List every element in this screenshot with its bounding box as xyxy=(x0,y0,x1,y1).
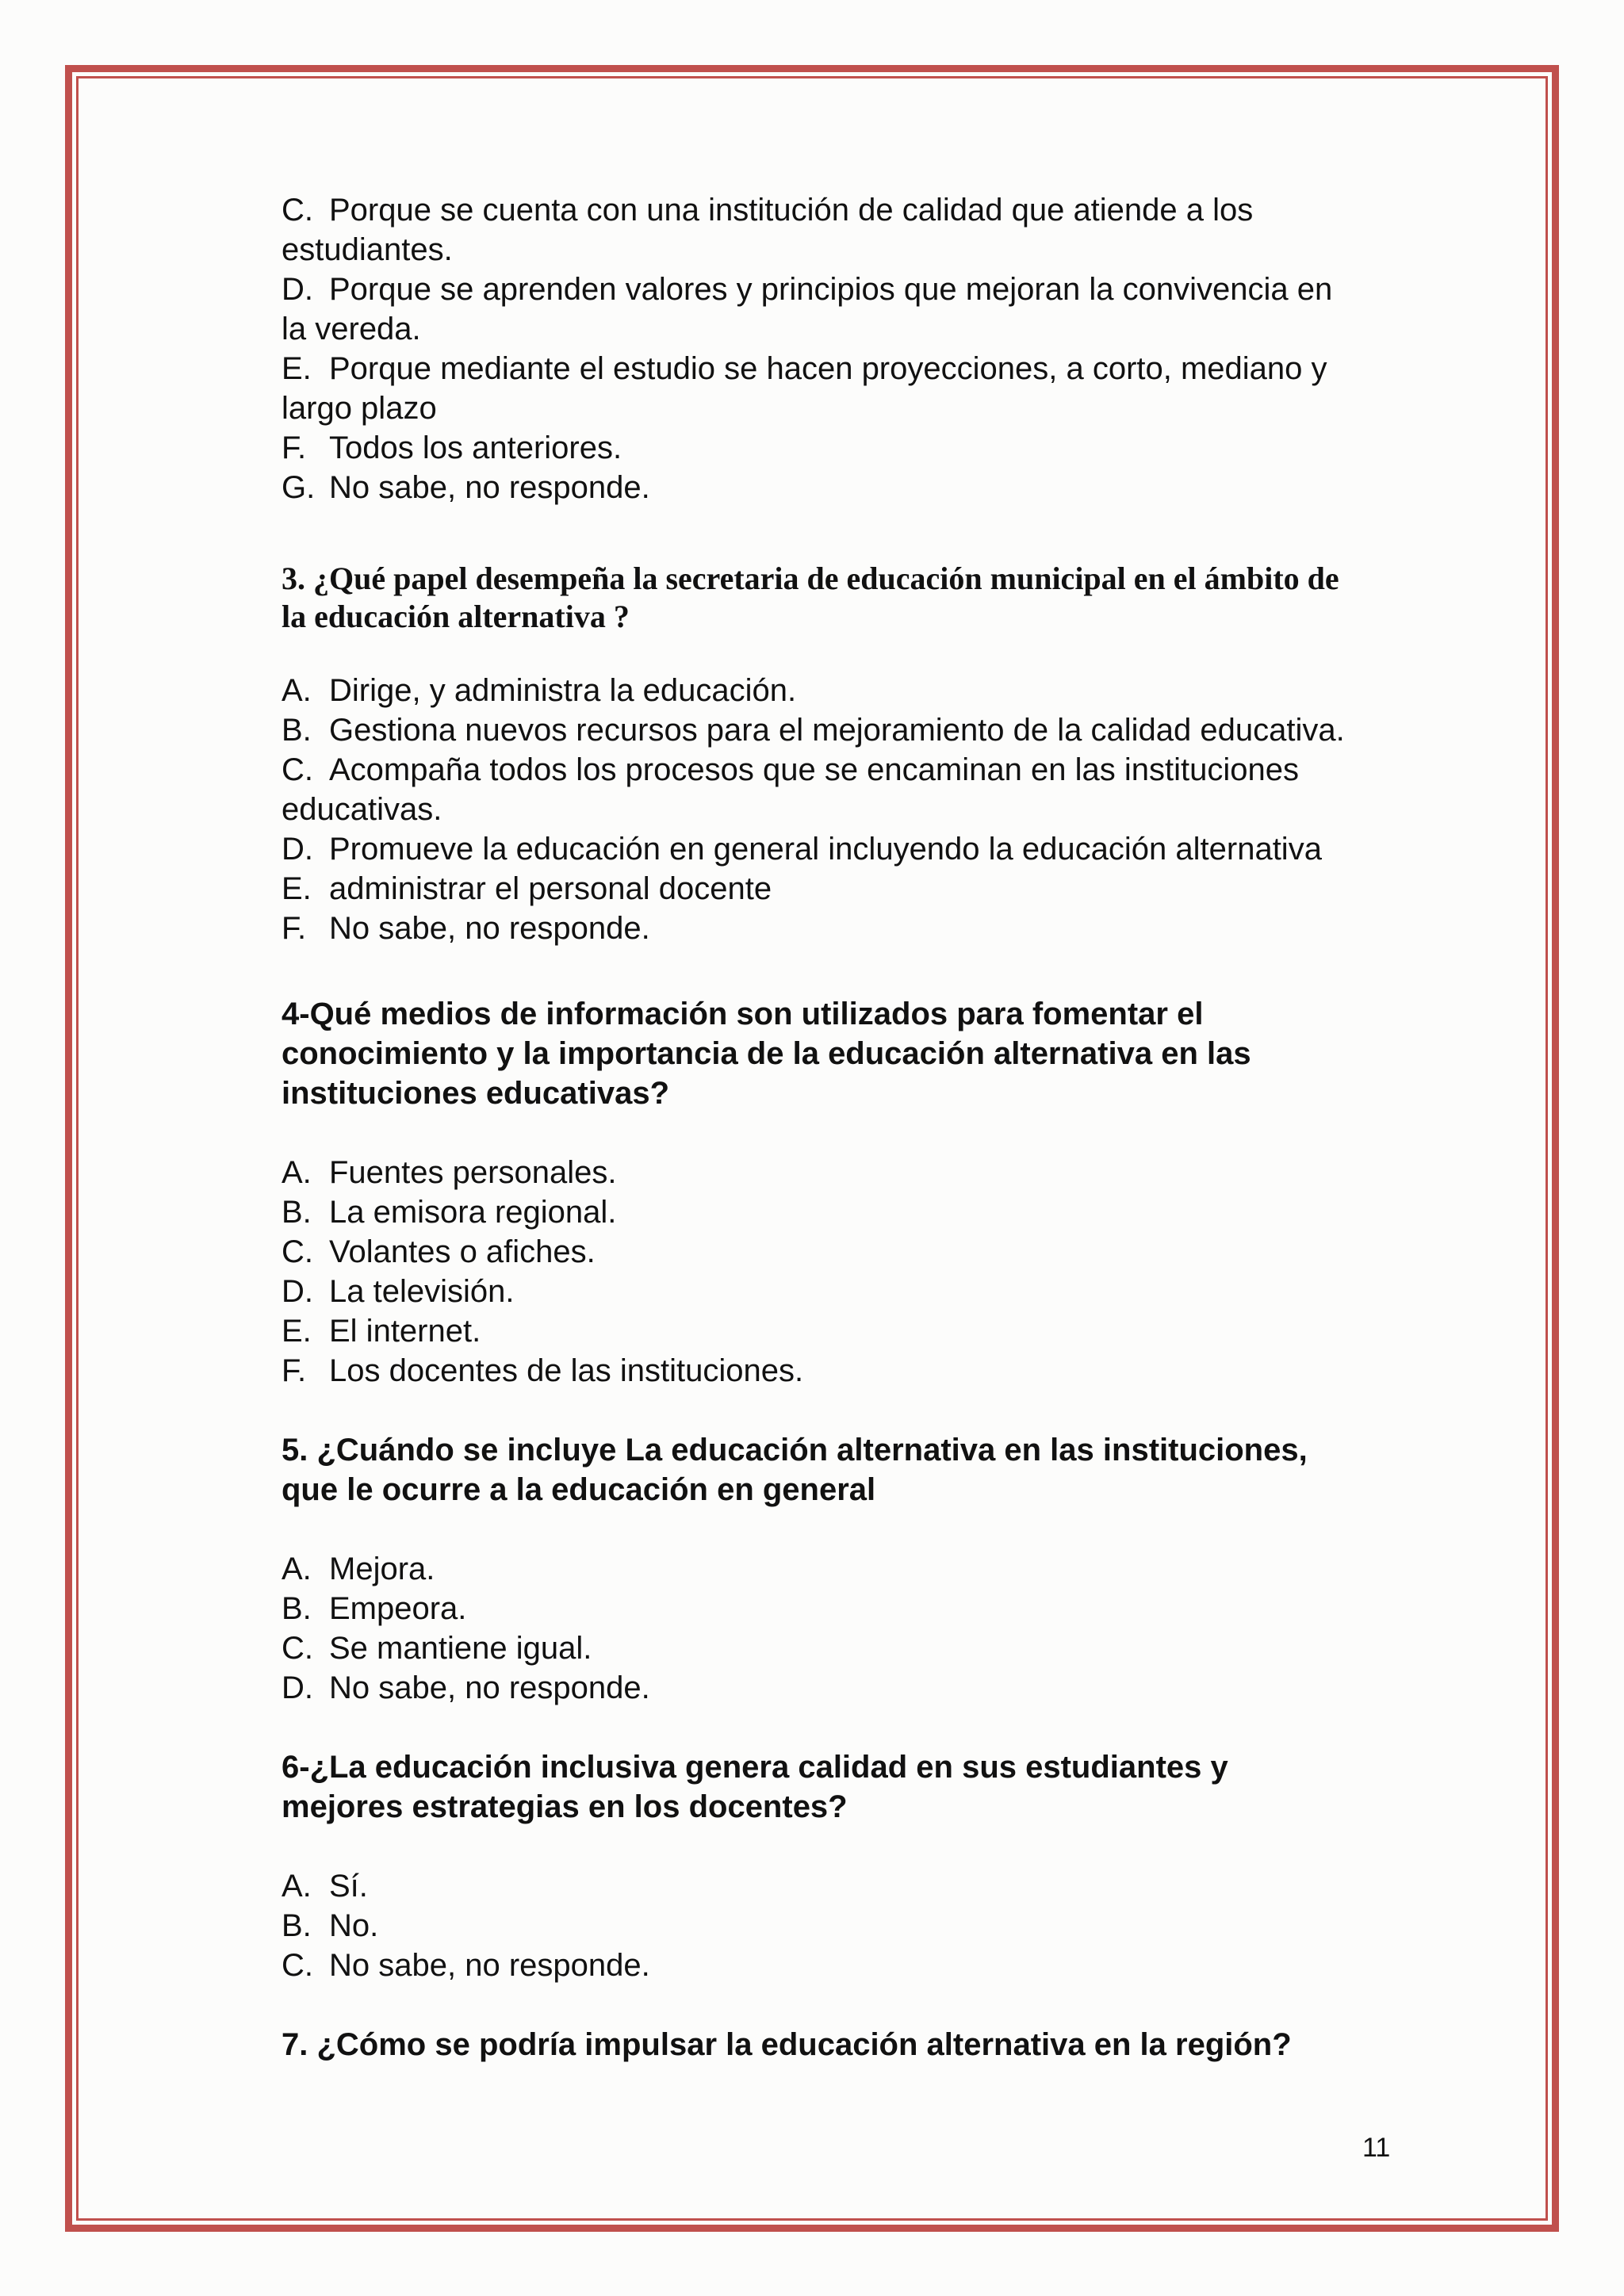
option-text: No sabe, no responde. xyxy=(329,1948,650,1983)
question-3-title xyxy=(282,560,1392,636)
option-text: Porque se cuenta con una institución de calidad que atiende a los xyxy=(329,193,1254,228)
option-text: Todos los anteriores. xyxy=(329,430,622,465)
option-item xyxy=(282,1232,1392,1272)
option-text: Los docentes de las instituciones. xyxy=(329,1353,804,1388)
option-letter: E. xyxy=(282,1314,312,1349)
question-4-line-2: conocimiento y la importancia de la educación alternativa en las xyxy=(282,1036,1251,1071)
option-item xyxy=(282,468,1392,507)
option-letter: E. xyxy=(282,871,312,906)
option-text: administrar el personal docente xyxy=(329,871,772,906)
option-letter: C. xyxy=(282,1631,313,1666)
option-letter: D. xyxy=(282,1274,313,1309)
question-5-title xyxy=(282,1430,1392,1510)
option-continuation: largo plazo xyxy=(282,391,437,426)
option-item xyxy=(282,1866,1392,1906)
option-letter: B. xyxy=(282,1591,312,1626)
option-letter: F. xyxy=(282,1353,307,1388)
question-4-line-3: instituciones educativas? xyxy=(282,1076,670,1111)
option-continuation: la vereda. xyxy=(282,312,421,346)
option-text: Fuentes personales. xyxy=(329,1155,617,1190)
option-letter: C. xyxy=(282,1234,313,1269)
document-body xyxy=(282,190,1392,2064)
option-letter: F. xyxy=(282,430,307,465)
option-letter: C. xyxy=(282,193,313,228)
option-letter: A. xyxy=(282,1155,312,1190)
option-text: Porque se aprenden valores y principios que mejoran la convivencia en xyxy=(329,272,1333,307)
option-text: No sabe, no responde. xyxy=(329,911,650,946)
option-text: La emisora regional. xyxy=(329,1195,617,1230)
q4-options xyxy=(282,1153,1392,1391)
option-item xyxy=(282,869,1392,909)
option-letter: A. xyxy=(282,1869,312,1904)
option-text: Porque mediante el estudio se hacen proyecciones, a corto, mediano y xyxy=(329,351,1327,386)
q5-options xyxy=(282,1549,1392,1708)
question-5-line-2: que le ocurre a la educación en general xyxy=(282,1472,876,1507)
option-text: No sabe, no responde. xyxy=(329,1670,650,1705)
option-text: Gestiona nuevos recursos para el mejoramiento de la calidad educativa. xyxy=(329,713,1345,748)
option-item xyxy=(282,710,1392,750)
question-6-title xyxy=(282,1747,1392,1827)
option-letter: D. xyxy=(282,1670,313,1705)
question-6-line-2: mejores estrategias en los docentes? xyxy=(282,1789,848,1824)
option-letter: D. xyxy=(282,832,313,867)
option-item xyxy=(282,349,1392,388)
option-text: No sabe, no responde. xyxy=(329,470,650,505)
option-letter: A. xyxy=(282,673,312,708)
q2-options xyxy=(282,190,1392,507)
option-text: El internet. xyxy=(329,1314,481,1349)
q3-options xyxy=(282,671,1392,948)
q6-options xyxy=(282,1866,1392,1985)
option-letter: F. xyxy=(282,911,307,946)
option-item xyxy=(282,1153,1392,1192)
question-7-title: 7. ¿Cómo se podría impulsar la educación alternativa en la región? xyxy=(282,2027,1292,2062)
option-text: La televisión. xyxy=(329,1274,515,1309)
option-item xyxy=(282,1906,1392,1946)
option-item xyxy=(282,1589,1392,1628)
question-5-line-1: 5. ¿Cuándo se incluye La educación alternativa en las instituciones, xyxy=(282,1433,1308,1468)
option-item xyxy=(282,190,1392,230)
option-text: Promueve la educación en general incluyendo la educación alternativa xyxy=(329,832,1322,867)
option-item xyxy=(282,909,1392,948)
option-item xyxy=(282,829,1392,869)
page-number: 11 xyxy=(1362,2133,1391,2163)
option-letter: B. xyxy=(282,1195,312,1230)
option-text: Volantes o afiches. xyxy=(329,1234,596,1269)
option-text: Mejora. xyxy=(329,1552,435,1586)
option-letter: E. xyxy=(282,351,312,386)
option-item xyxy=(282,1628,1392,1668)
option-item xyxy=(282,1549,1392,1589)
option-continuation: educativas. xyxy=(282,792,442,827)
option-item xyxy=(282,428,1392,468)
question-6-line-1: 6-¿La educación inclusiva genera calidad en sus estudiantes y xyxy=(282,1750,1228,1785)
option-text: Sí. xyxy=(329,1869,368,1904)
option-letter: B. xyxy=(282,713,312,748)
option-item xyxy=(282,671,1392,710)
question-4-line-1: 4-Qué medios de información son utilizados para fomentar el xyxy=(282,997,1204,1031)
option-text: Empeora. xyxy=(329,1591,467,1626)
option-continuation: estudiantes. xyxy=(282,232,453,267)
option-item xyxy=(282,1311,1392,1351)
option-letter: A. xyxy=(282,1552,312,1586)
option-letter: B. xyxy=(282,1908,312,1943)
option-item xyxy=(282,1351,1392,1391)
option-letter: C. xyxy=(282,1948,313,1983)
question-3-line-2: la educación alternativa ? xyxy=(282,599,630,634)
option-item xyxy=(282,750,1392,790)
option-text: Acompaña todos los procesos que se encaminan en las instituciones xyxy=(329,752,1299,787)
option-item xyxy=(282,1946,1392,1985)
option-text: Dirige, y administra la educación. xyxy=(329,673,797,708)
option-text: No. xyxy=(329,1908,379,1943)
option-item xyxy=(282,1272,1392,1311)
question-3-line-1: 3. ¿Qué papel desempeña la secretaria de educación municipal en el ámbito de xyxy=(282,561,1339,596)
option-letter: G. xyxy=(282,470,316,505)
option-item xyxy=(282,1192,1392,1232)
option-text: Se mantiene igual. xyxy=(329,1631,592,1666)
option-letter: C. xyxy=(282,752,313,787)
option-item xyxy=(282,270,1392,309)
option-letter: D. xyxy=(282,272,313,307)
question-4-title xyxy=(282,994,1392,1113)
option-item xyxy=(282,1668,1392,1708)
